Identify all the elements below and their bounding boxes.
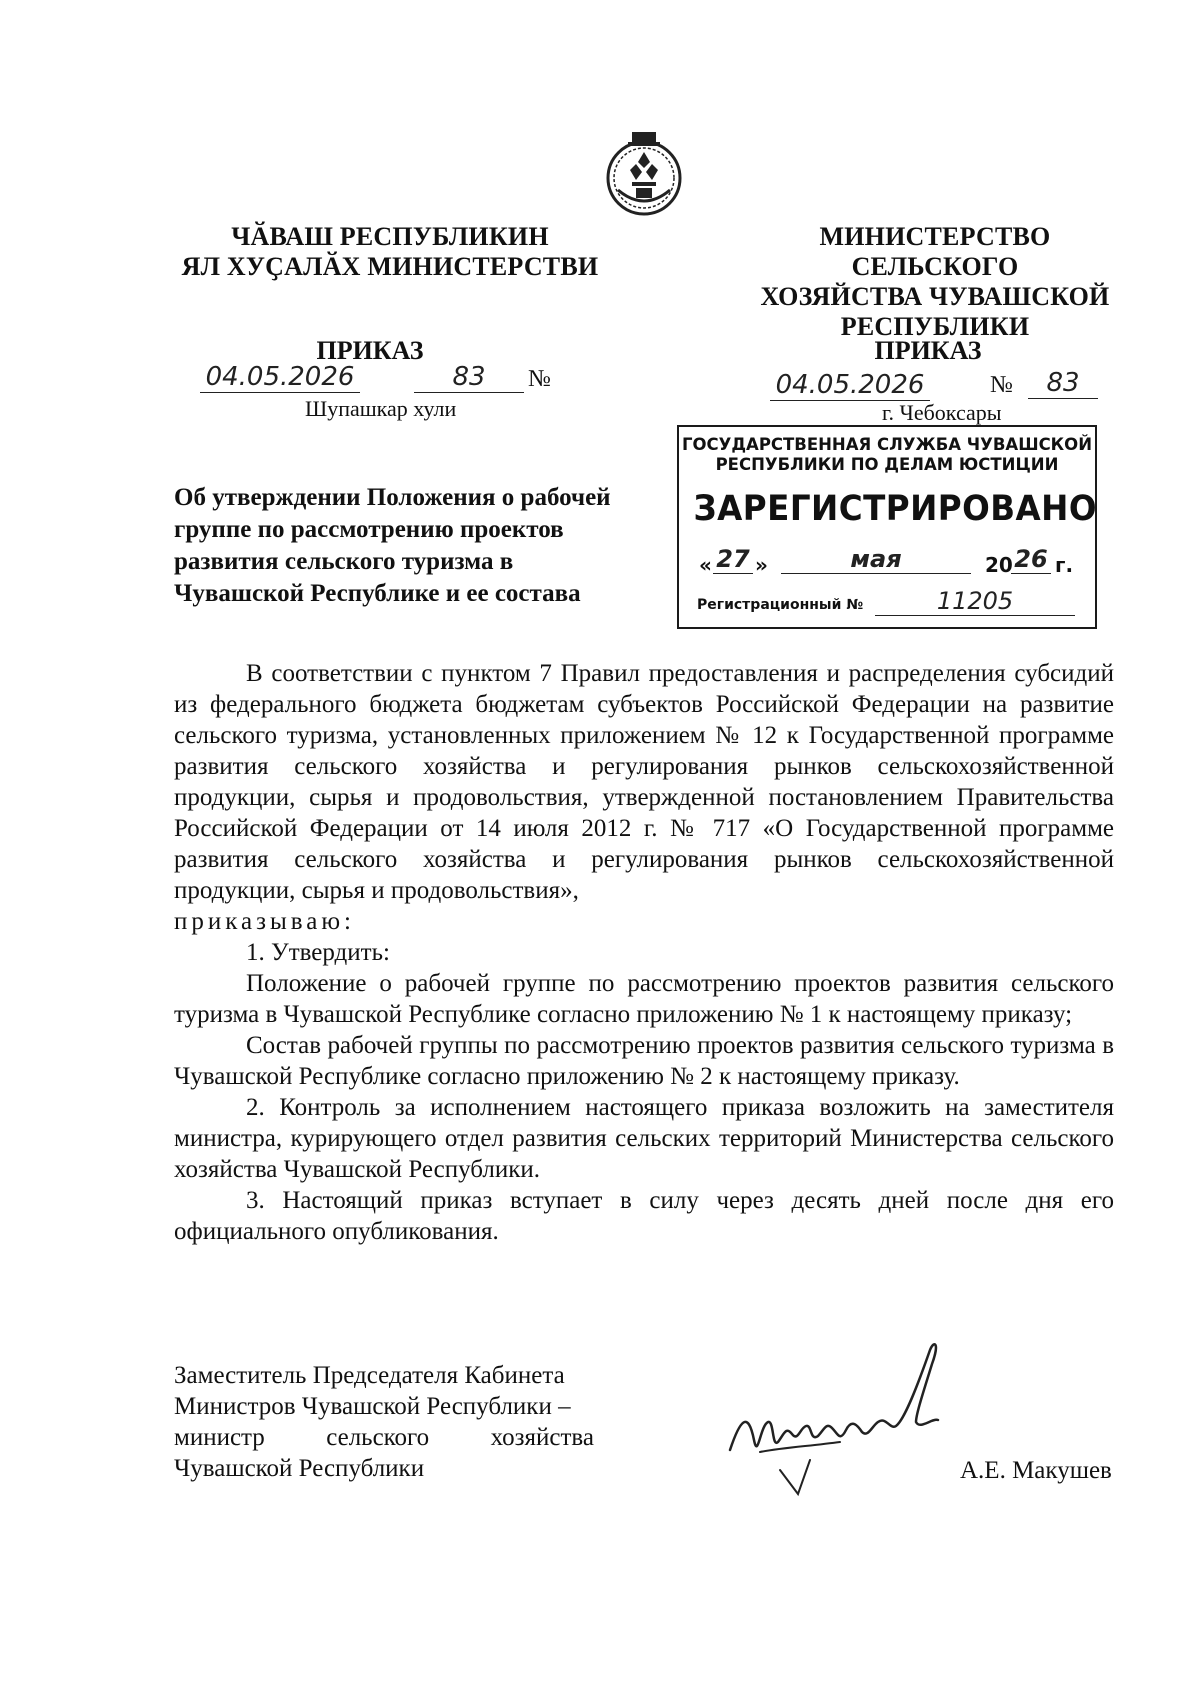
stamp-reg-label: Регистрационный № [697, 597, 864, 613]
stamp-year-unit: г. [1055, 553, 1074, 577]
signer-line-2: Министров Чувашской Республики – [174, 1393, 571, 1420]
body-item-1b: Состав рабочей группы по рассмотрению проектов развития сельского туризма в Чувашской Республике согласно приложению № 2 к настоящему приказу. [174, 1032, 1114, 1090]
stamp-header-line-2: РЕСПУБЛИКИ ПО ДЕЛАМ ЮСТИЦИИ [715, 455, 1059, 474]
title-line-1: Об утверждении Положения о рабочей [174, 484, 611, 511]
order-title-right: ПРИКАЗ [874, 336, 982, 365]
signer-position [174, 1360, 594, 1484]
order-date-left: 04.05.2026 [200, 362, 360, 393]
header-left-line-1: ЧӐВАШ РЕСПУБЛИКИН [231, 222, 549, 251]
body-item-1a: Положение о рабочей группе по рассмотрению проектов развития сельского туризма в Чувашской Республике согласно приложению № 1 к настоящему приказу; [174, 970, 1114, 1028]
stamp-header-line-1: ГОСУДАРСТВЕННАЯ СЛУЖБА ЧУВАШСКОЙ [681, 435, 1093, 454]
document-title [174, 482, 634, 610]
title-line-4: Чувашской Республике и ее состава [174, 580, 581, 607]
stamp-date-row: « 27 » мая 20 26 г. [699, 545, 1074, 577]
header-right-line-1: МИНИСТЕРСТВО СЕЛЬСКОГО [819, 222, 1051, 281]
order-number-left: 83 [414, 362, 524, 393]
stamp-year-suffix: 26 [1011, 545, 1051, 574]
signer-line-3: министр сельского хозяйства [174, 1424, 594, 1451]
stamp-status: ЗАРЕГИСТРИРОВАНО [693, 489, 1098, 529]
order-place-right: г. Чебоксары [882, 400, 1002, 425]
chuvash-emblem-icon [598, 128, 690, 220]
document-body [174, 658, 1114, 1247]
signer-line-4: Чувашской Республики [174, 1455, 425, 1482]
ministry-name-chuvash [160, 222, 620, 282]
stamp-month: мая [781, 545, 971, 574]
body-item-3: 3. Настоящий приказ вступает в силу через десять дней после дня его официального опубликования. [174, 1187, 1114, 1245]
body-item-2: 2. Контроль за исполнением настоящего приказа возложить на заместителя министра, курирующего отдел развития сельских территорий Министерства сельского хозяйства Чувашской Республики. [174, 1094, 1114, 1183]
stamp-header [679, 435, 1095, 475]
order-title-left: ПРИКАЗ [316, 336, 424, 365]
body-preamble: В соответствии с пунктом 7 Правил предоставления и распределения субсидий из федерального бюджета бюджетам субъектов Российской Федерации на развитие сельского туризма, установленных приложением № 12 к Государственной программе развития сельского хозяйства и регулирования рынков сельскохозяйственной продукции, сырья и продовольствия, утвержденной постановлением Правительства Российской Федерации от 14 июля 2012 г. № 717 «О Государственной программе развития сельского хозяйства и регулирования рынков сельскохозяйственной продукции, сырья и продовольствия», [174, 660, 1114, 904]
stamp-year-prefix: 20 [985, 553, 1013, 577]
signer-line-1: Заместитель Председателя Кабинета [174, 1362, 565, 1389]
order-number-right: 83 [1028, 368, 1098, 399]
header-left-line-2: ЯЛ ХУҪАЛӐХ МИНИСТЕРСТВИ [181, 252, 599, 281]
order-number-sign-left: № [528, 366, 551, 392]
title-line-3: развития сельского туризма в [174, 548, 514, 575]
header-right-line-2: ХОЗЯЙСТВА ЧУВАШСКОЙ [760, 282, 1110, 311]
body-item-1: 1. Утвердить: [246, 939, 390, 966]
body-order-word: приказываю: [174, 908, 355, 935]
stamp-reg-row [693, 587, 1083, 617]
registration-stamp [677, 425, 1097, 629]
order-place-left: Шупашкар хули [305, 396, 457, 421]
handwritten-signature [720, 1330, 970, 1500]
title-line-2: группе по рассмотрению проектов [174, 516, 564, 543]
order-date-right: 04.05.2026 [770, 370, 930, 401]
stamp-reg-number: 11205 [875, 587, 1075, 616]
ministry-name-russian [735, 222, 1135, 342]
order-number-sign-right: № [990, 372, 1013, 398]
signer-name: А.Е. Макушев [960, 1457, 1112, 1484]
header-right-line-3: РЕСПУБЛИКИ [840, 312, 1030, 341]
stamp-day: 27 [713, 545, 753, 574]
